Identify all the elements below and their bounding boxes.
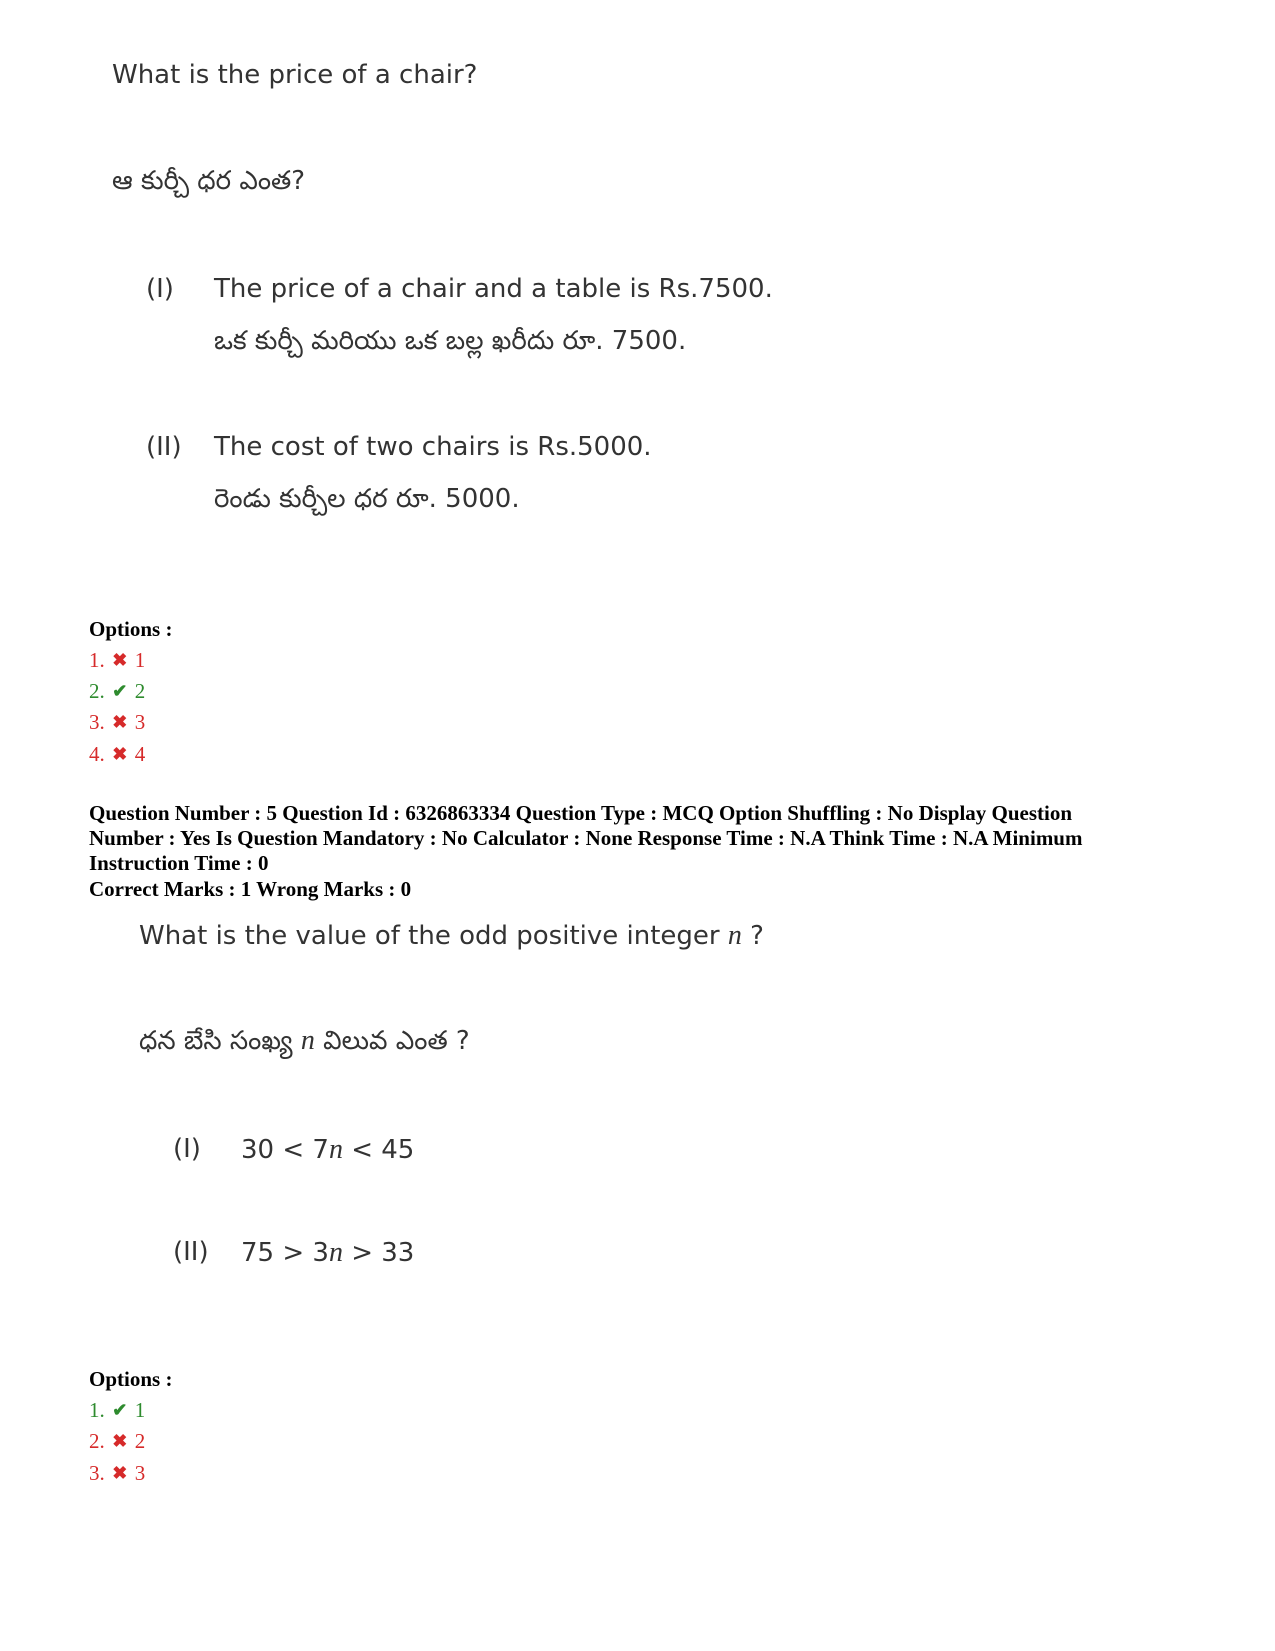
expr-left: 30 < 7 xyxy=(241,1135,329,1165)
option-number: 1. xyxy=(89,1398,105,1422)
cross-icon: ✖ xyxy=(112,1463,128,1483)
q4-options-heading: Options : xyxy=(89,617,173,641)
q5-stmt-2-label: (II) xyxy=(173,1237,209,1267)
q5-prompt-te xyxy=(139,1025,470,1062)
q5-prompt-en xyxy=(139,920,764,952)
q5-prompt-te-a: ధన బేసి సంఖ్య xyxy=(139,1026,293,1056)
cross-icon: ✖ xyxy=(112,712,128,732)
q4-prompt-te: ఆ కుర్చీ ధర ఎంత? xyxy=(112,166,306,196)
cross-icon: ✖ xyxy=(112,650,128,670)
expr-var: n xyxy=(328,1134,343,1165)
option-number: 1. xyxy=(89,648,105,672)
q5-options-heading: Options : xyxy=(89,1367,173,1391)
option-value: 3 xyxy=(134,710,146,734)
q4-option-4[interactable] xyxy=(89,742,145,767)
option-value: 4 xyxy=(134,742,146,766)
q4-option-2[interactable] xyxy=(89,679,145,704)
q5-prompt-te-b: విలువ ఎంత ? xyxy=(323,1026,470,1056)
q4-stmt-2-label: (II) xyxy=(146,432,182,462)
expr-right: < 45 xyxy=(342,1135,415,1165)
q4-stmt-1-te: ఒక కుర్చీ మరియు ఒక బల్ల ఖరీదు రూ. 7500. xyxy=(214,326,687,356)
q5-option-3[interactable] xyxy=(89,1461,145,1486)
q5-marks: Correct Marks : 1 Wrong Marks : 0 xyxy=(89,877,412,901)
q4-prompt-en: What is the price of a chair? xyxy=(112,60,478,90)
option-number: 2. xyxy=(89,1429,105,1453)
q5-prompt-te-var: n xyxy=(300,1025,315,1056)
q5-stmt-2-expr xyxy=(241,1237,414,1269)
expr-left: 75 > 3 xyxy=(241,1238,329,1268)
q4-stmt-1-en: The price of a chair and a table is Rs.7500. xyxy=(214,274,773,304)
option-value: 2 xyxy=(134,679,146,703)
q5-option-1[interactable] xyxy=(89,1398,145,1423)
q4-option-3[interactable] xyxy=(89,710,145,735)
q5-prompt-text: What is the value of the odd positive integer xyxy=(139,921,720,951)
q5-meta: Question Number : 5 Question Id : 6326863334 Question Type : MCQ Option Shuffling : No Display Question Number : Yes Is Question Mandatory : No Calculator : None Response Time : N.A Think Time : N.A Minimum Instruction Time : 0 xyxy=(89,801,1083,875)
q4-stmt-2-en: The cost of two chairs is Rs.5000. xyxy=(214,432,652,462)
check-icon: ✔ xyxy=(112,1400,128,1420)
option-number: 3. xyxy=(89,1461,105,1485)
option-number: 4. xyxy=(89,742,105,766)
q4-stmt-1-label: (I) xyxy=(146,274,174,304)
q5-stmt-1-expr xyxy=(241,1134,414,1166)
q5-option-2[interactable] xyxy=(89,1429,145,1454)
q4-option-1[interactable] xyxy=(89,648,145,673)
q4-stmt-2-te: రెండు కుర్చీల ధర రూ. 5000. xyxy=(214,484,520,514)
q5-stmt-1-label: (I) xyxy=(173,1134,201,1164)
expr-var: n xyxy=(328,1237,343,1268)
option-number: 3. xyxy=(89,710,105,734)
option-number: 2. xyxy=(89,679,105,703)
cross-icon: ✖ xyxy=(112,744,128,764)
option-value: 2 xyxy=(134,1429,146,1453)
q5-prompt-var: n xyxy=(727,920,742,951)
option-value: 1 xyxy=(134,1398,146,1422)
q5-prompt-end: ? xyxy=(741,921,764,951)
cross-icon: ✖ xyxy=(112,1431,128,1451)
check-icon: ✔ xyxy=(112,681,128,701)
option-value: 1 xyxy=(134,648,146,672)
option-value: 3 xyxy=(134,1461,146,1485)
expr-right: > 33 xyxy=(342,1238,415,1268)
